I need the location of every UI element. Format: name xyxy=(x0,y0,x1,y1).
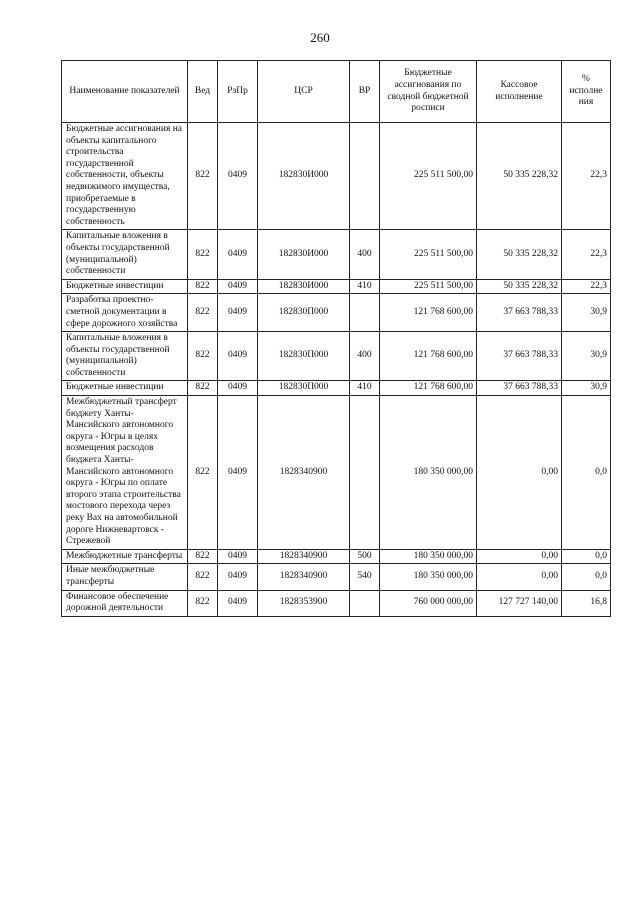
header-cash: Кассовое исполнение xyxy=(477,61,562,123)
cell-rzpr: 0409 xyxy=(218,549,258,564)
cell-name: Бюджетные ассигнования на объекты капитального строительства государственной собственности, объекты недвижимого имущества, приобретаемые в государственную собственность xyxy=(62,123,188,230)
cell-rzpr: 0409 xyxy=(218,396,258,550)
cell-vr: 400 xyxy=(350,332,380,381)
cell-ved: 822 xyxy=(188,279,218,294)
cell-ved: 822 xyxy=(188,381,218,396)
table-row xyxy=(62,549,611,564)
cell-assignments: 225 511 500,00 xyxy=(380,279,477,294)
cell-csr: 182830И000 xyxy=(258,230,350,279)
cell-ved: 822 xyxy=(188,332,218,381)
cell-csr: 182830И000 xyxy=(258,123,350,230)
cell-assignments: 225 511 500,00 xyxy=(380,123,477,230)
cell-cash: 0,00 xyxy=(477,549,562,564)
cell-percent: 30,9 xyxy=(562,332,611,381)
cell-cash: 50 335 228,32 xyxy=(477,123,562,230)
cell-csr: 182830И000 xyxy=(258,279,350,294)
cell-ved: 822 xyxy=(188,396,218,550)
cell-assignments: 180 350 000,00 xyxy=(380,549,477,564)
cell-csr: 1828340900 xyxy=(258,549,350,564)
cell-assignments: 225 511 500,00 xyxy=(380,230,477,279)
cell-percent: 16,8 xyxy=(562,590,611,616)
header-ved: Вед xyxy=(188,61,218,123)
cell-csr: 182830П000 xyxy=(258,294,350,332)
cell-ved: 822 xyxy=(188,590,218,616)
cell-name: Межбюджетные трансферты xyxy=(62,549,188,564)
cell-assignments: 180 350 000,00 xyxy=(380,396,477,550)
cell-rzpr: 0409 xyxy=(218,230,258,279)
cell-vr: 540 xyxy=(350,564,380,590)
table-row xyxy=(62,332,611,381)
cell-percent: 0,0 xyxy=(562,549,611,564)
cell-rzpr: 0409 xyxy=(218,564,258,590)
cell-cash: 50 335 228,32 xyxy=(477,230,562,279)
cell-assignments: 180 350 000,00 xyxy=(380,564,477,590)
cell-name: Финансовое обеспечение дорожной деятельности xyxy=(62,590,188,616)
cell-csr: 1828340900 xyxy=(258,564,350,590)
header-percent: % исполне ния xyxy=(562,61,611,123)
table-row xyxy=(62,123,611,230)
cell-cash: 127 727 140,00 xyxy=(477,590,562,616)
cell-name: Межбюджетный трансферт бюджету Ханты-Мансийского автономного округа - Югры в целях возмещения расходов бюджета Ханты-Мансийского автономного округа - Югры по оплате второго этапа строительства мостового перехода через реку Вах на автомобильной дороге Нижневартовск - Стрежевой xyxy=(62,396,188,550)
table-row xyxy=(62,564,611,590)
cell-rzpr: 0409 xyxy=(218,590,258,616)
cell-rzpr: 0409 xyxy=(218,123,258,230)
table-row xyxy=(62,396,611,550)
cell-cash: 0,00 xyxy=(477,564,562,590)
table-row xyxy=(62,279,611,294)
cell-assignments: 121 768 600,00 xyxy=(380,294,477,332)
cell-vr xyxy=(350,396,380,550)
cell-rzpr: 0409 xyxy=(218,332,258,381)
cell-percent: 0,0 xyxy=(562,564,611,590)
cell-percent: 22,3 xyxy=(562,123,611,230)
cell-vr xyxy=(350,590,380,616)
cell-cash: 0,00 xyxy=(477,396,562,550)
cell-cash: 37 663 788,33 xyxy=(477,332,562,381)
table-row xyxy=(62,294,611,332)
budget-table xyxy=(61,60,611,617)
cell-percent: 22,3 xyxy=(562,230,611,279)
header-assignments: Бюджетные ассигнования по сводной бюджетной росписи xyxy=(380,61,477,123)
cell-csr: 182830П000 xyxy=(258,332,350,381)
header-vr: ВР xyxy=(350,61,380,123)
cell-cash: 50 335 228,32 xyxy=(477,279,562,294)
cell-name: Бюджетные инвестиции xyxy=(62,381,188,396)
header-row xyxy=(62,61,611,123)
cell-assignments: 121 768 600,00 xyxy=(380,332,477,381)
cell-assignments: 121 768 600,00 xyxy=(380,381,477,396)
cell-cash: 37 663 788,33 xyxy=(477,294,562,332)
table-row xyxy=(62,590,611,616)
cell-percent: 0,0 xyxy=(562,396,611,550)
cell-name: Капитальные вложения в объекты государственной (муниципальной) собственности xyxy=(62,332,188,381)
cell-vr: 410 xyxy=(350,279,380,294)
page-number: 260 xyxy=(310,30,330,45)
cell-ved: 822 xyxy=(188,294,218,332)
header-name: Наименование показателей xyxy=(62,61,188,123)
header-rzpr: РзПр xyxy=(218,61,258,123)
table-row xyxy=(62,381,611,396)
cell-vr: 400 xyxy=(350,230,380,279)
cell-rzpr: 0409 xyxy=(218,279,258,294)
cell-vr: 410 xyxy=(350,381,380,396)
cell-name: Бюджетные инвестиции xyxy=(62,279,188,294)
cell-percent: 22,3 xyxy=(562,279,611,294)
header-csr: ЦСР xyxy=(258,61,350,123)
cell-name: Капитальные вложения в объекты государственной (муниципальной) собственности xyxy=(62,230,188,279)
cell-rzpr: 0409 xyxy=(218,294,258,332)
cell-csr: 1828353900 xyxy=(258,590,350,616)
cell-name: Разработка проектно-сметной документации в сфере дорожного хозяйства xyxy=(62,294,188,332)
cell-name: Иные межбюджетные трансферты xyxy=(62,564,188,590)
cell-vr xyxy=(350,294,380,332)
cell-vr: 500 xyxy=(350,549,380,564)
table-row xyxy=(62,230,611,279)
cell-ved: 822 xyxy=(188,230,218,279)
cell-ved: 822 xyxy=(188,549,218,564)
cell-csr: 182830П000 xyxy=(258,381,350,396)
table-body xyxy=(62,123,611,617)
cell-ved: 822 xyxy=(188,564,218,590)
cell-percent: 30,9 xyxy=(562,294,611,332)
cell-cash: 37 663 788,33 xyxy=(477,381,562,396)
cell-vr xyxy=(350,123,380,230)
cell-assignments: 760 000 000,00 xyxy=(380,590,477,616)
cell-ved: 822 xyxy=(188,123,218,230)
cell-percent: 30,9 xyxy=(562,381,611,396)
cell-rzpr: 0409 xyxy=(218,381,258,396)
cell-csr: 1828340900 xyxy=(258,396,350,550)
